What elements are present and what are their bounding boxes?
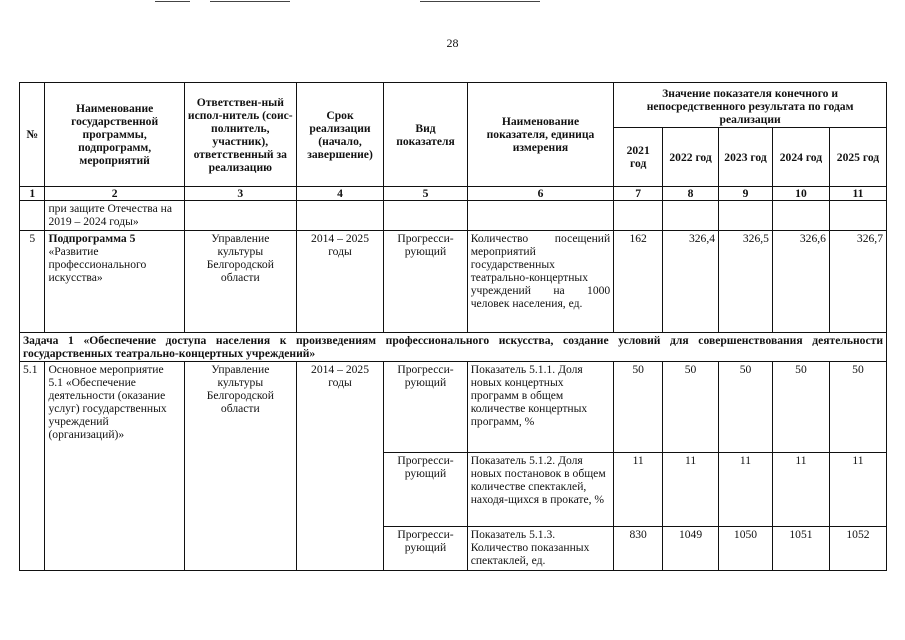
value-2022: 1049 bbox=[663, 527, 719, 571]
continuation-program-text: при защите Отечества на 2019 – 2024 годы» bbox=[45, 201, 184, 231]
column-number-row bbox=[20, 187, 887, 201]
value-2021: 50 bbox=[614, 362, 663, 453]
empty-cell bbox=[384, 201, 467, 231]
value-2025: 1052 bbox=[829, 527, 886, 571]
indicator-type: Прогресси-рующий bbox=[384, 453, 467, 527]
indicator-name: Количество посещений мероприятий государственных театрально-концертных учреждений на 1000 человек населения, ед. bbox=[467, 231, 614, 333]
column-number: 7 bbox=[614, 187, 663, 201]
value-2025: 11 bbox=[829, 453, 886, 527]
task-1-text: Задача 1 «Обеспечение доступа населения к произведениям профессионального искусства, создание условий для совершенствования деятельности государственных театрально-концертных учреждений» bbox=[20, 333, 887, 362]
column-number: 5 bbox=[384, 187, 467, 201]
column-number: 9 bbox=[719, 187, 773, 201]
value-2021: 830 bbox=[614, 527, 663, 571]
header-program: Наименование государственной программы, подпрограмм, мероприятий bbox=[45, 83, 184, 187]
value-2022: 11 bbox=[663, 453, 719, 527]
empty-cell bbox=[614, 201, 663, 231]
value-2023: 11 bbox=[719, 453, 773, 527]
value-2023: 326,5 bbox=[719, 231, 773, 333]
value-2022: 326,4 bbox=[663, 231, 719, 333]
empty-cell bbox=[719, 201, 773, 231]
program-indicators-table bbox=[19, 82, 887, 571]
subprogram-name bbox=[45, 231, 184, 333]
header-responsible: Ответствен-ный испол-нитель (соис-полнитель, участник), ответственный за реализацию bbox=[184, 83, 296, 187]
indicator-type: Прогресси-рующий bbox=[384, 527, 467, 571]
column-number: 11 bbox=[829, 187, 886, 201]
empty-cell bbox=[296, 201, 384, 231]
scan-edge-line-mid bbox=[210, 1, 290, 2]
responsible-executor: Управление культуры Белгородской области bbox=[184, 362, 296, 571]
indicator-name: Показатель 5.1.1. Доля новых концертных программ в общем количестве концертных программ, % bbox=[467, 362, 614, 453]
value-2023: 50 bbox=[719, 362, 773, 453]
header-type: Вид показателя bbox=[384, 83, 467, 187]
subprogram-5-row bbox=[20, 231, 887, 333]
implementation-period: 2014 – 2025 годы bbox=[296, 231, 384, 333]
header-year-2024: 2024 год bbox=[772, 128, 829, 187]
continuation-row bbox=[20, 201, 887, 231]
column-number: 6 bbox=[467, 187, 614, 201]
indicator-type: Прогресси-рующий bbox=[384, 362, 467, 453]
header-indicator: Наименование показателя, единица измерения bbox=[467, 83, 614, 187]
implementation-period: 2014 – 2025 годы bbox=[296, 362, 384, 571]
empty-cell bbox=[467, 201, 614, 231]
scan-edge-line-left bbox=[155, 1, 190, 2]
column-number: 3 bbox=[184, 187, 296, 201]
empty-cell bbox=[184, 201, 296, 231]
empty-cell bbox=[20, 201, 45, 231]
value-2022: 50 bbox=[663, 362, 719, 453]
value-2025: 50 bbox=[829, 362, 886, 453]
page-number: 28 bbox=[446, 36, 459, 50]
row-number: 5.1 bbox=[20, 362, 45, 571]
header-values-group: Значение показателя конечного и непосредственного результата по годам реализации bbox=[614, 83, 887, 128]
indicator-type: Прогресси-рующий bbox=[384, 231, 467, 333]
event-5-1-row bbox=[20, 362, 887, 453]
column-number: 4 bbox=[296, 187, 384, 201]
subprogram-description: «Развитие профессионального искусства» bbox=[48, 245, 147, 284]
header-year-2021: 2021 год bbox=[614, 128, 663, 187]
indicator-name: Показатель 5.1.3. Количество показанных спектаклей, ед. bbox=[467, 527, 614, 571]
indicator-name: Показатель 5.1.2. Доля новых постановок в общем количестве спектаклей, находя-щихся в прокате, % bbox=[467, 453, 614, 527]
header-year-2023: 2023 год bbox=[719, 128, 773, 187]
value-2024: 50 bbox=[772, 362, 829, 453]
value-2024: 1051 bbox=[772, 527, 829, 571]
column-number: 8 bbox=[663, 187, 719, 201]
scan-edge-line-right bbox=[420, 1, 540, 2]
column-number: 2 bbox=[45, 187, 184, 201]
empty-cell bbox=[772, 201, 829, 231]
header-year-2025: 2025 год bbox=[829, 128, 886, 187]
row-number: 5 bbox=[20, 231, 45, 333]
column-number: 1 bbox=[20, 187, 45, 201]
value-2021: 162 bbox=[614, 231, 663, 333]
empty-cell bbox=[663, 201, 719, 231]
value-2021: 11 bbox=[614, 453, 663, 527]
value-2025: 326,7 bbox=[829, 231, 886, 333]
header-period: Срок реализации (начало, завершение) bbox=[296, 83, 384, 187]
task-1-row bbox=[20, 333, 887, 362]
event-name: Основное мероприятие 5.1 «Обеспечение деятельности (оказание услуг) государственных учреждений (организаций)» bbox=[45, 362, 184, 571]
empty-cell bbox=[829, 201, 886, 231]
header-number: № bbox=[20, 83, 45, 187]
value-2024: 326,6 bbox=[772, 231, 829, 333]
value-2024: 11 bbox=[772, 453, 829, 527]
value-2023: 1050 bbox=[719, 527, 773, 571]
responsible-executor: Управление культуры Белгородской области bbox=[184, 231, 296, 333]
subprogram-title: Подпрограмма 5 bbox=[48, 232, 136, 245]
column-number: 10 bbox=[772, 187, 829, 201]
header-year-2022: 2022 год bbox=[663, 128, 719, 187]
